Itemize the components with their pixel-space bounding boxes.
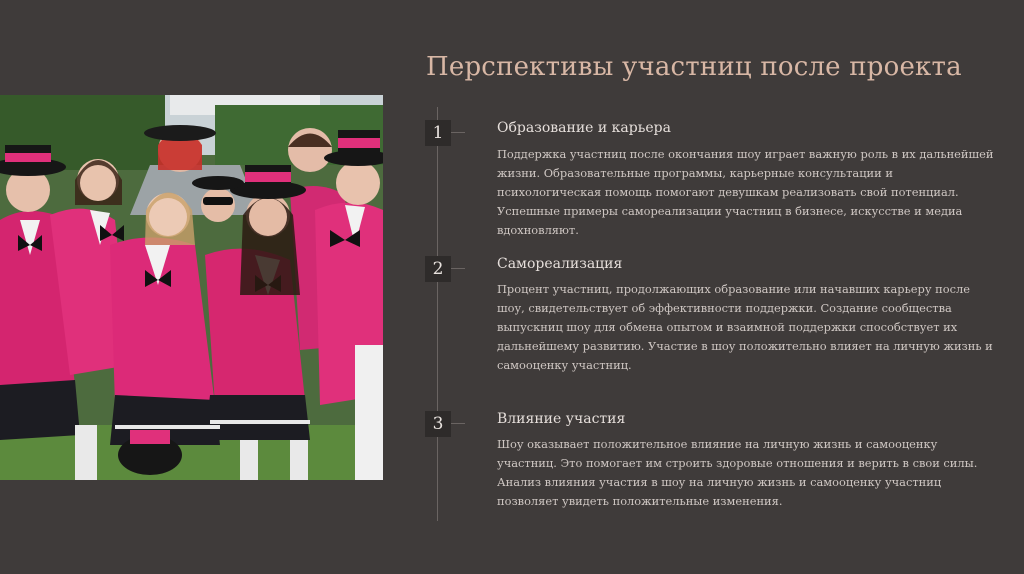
timeline-line <box>437 107 438 521</box>
slide-title: Перспективы участниц после проекта <box>426 52 962 82</box>
step-number-2: 2 <box>425 256 451 282</box>
group-photo <box>0 95 383 480</box>
timeline-tick <box>451 268 465 269</box>
section-heading-influence: Влияние участия <box>497 411 626 427</box>
step-number-1: 1 <box>425 120 451 146</box>
section-heading-self-realization: Самореализация <box>497 256 623 272</box>
section-heading-education: Образование и карьера <box>497 120 671 136</box>
step-number-3: 3 <box>425 411 451 437</box>
timeline-tick <box>451 132 465 133</box>
section-text-education: Поддержка участниц после окончания шоу играет важную роль в их дальнейшей жизни. Образовательные программы, карьерные консультации и психологическая помощь помогают девушкам реализовать свой потенциал. Успешные примеры самореализации участниц в бизнесе, искусстве и медиа вдохновляют. <box>497 147 994 237</box>
timeline-tick <box>451 423 465 424</box>
section-text-influence: Шоу оказывает положительное влияние на личную жизнь и самооценку участниц. Это помогает им строить здоровые отношения и верить в свои силы. Анализ влияния участия в шоу на личную жизнь и самооценку участниц позволяет увидеть положительные изменения. <box>497 437 978 508</box>
section-text-self-realization: Процент участниц, продолжающих образование или начавших карьеру после шоу, свидетельствует об эффективности поддержки. Создание сообщества выпускниц шоу для обмена опытом и взаимной поддержки способствует их дальнейшему развитию. Участие в шоу положительно влияет на личную жизнь и самооценку участниц. <box>497 282 993 372</box>
